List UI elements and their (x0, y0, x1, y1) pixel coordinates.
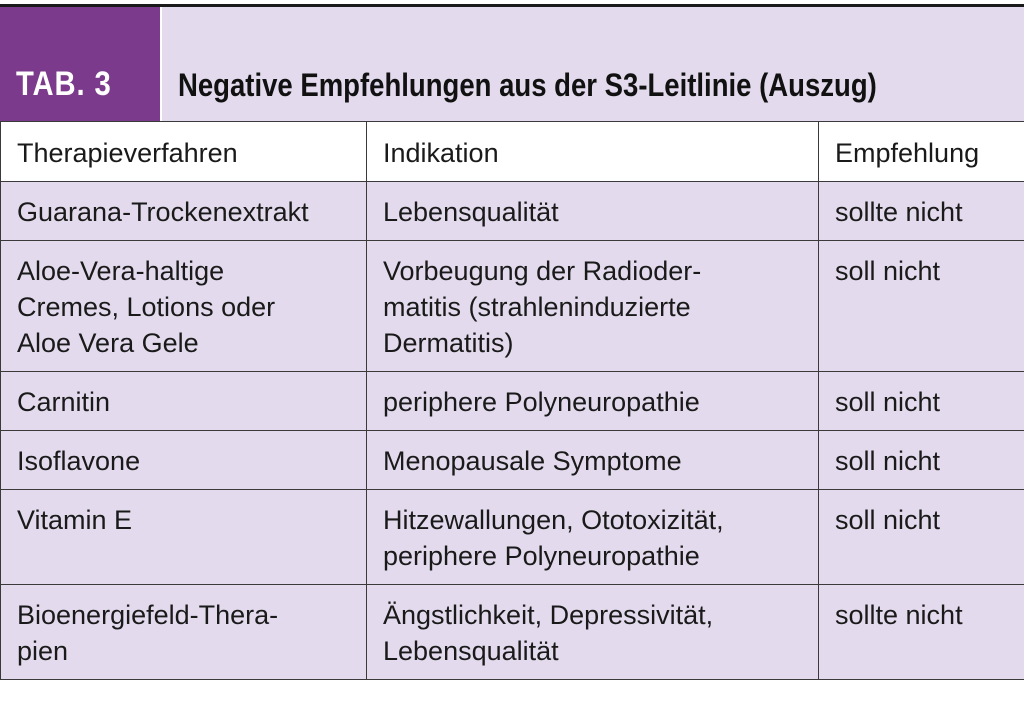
cell-recommendation: sollte nicht (819, 182, 1024, 241)
cell-indication: Hitzewallungen, Ototoxizität, periphere Polyneuropathie (367, 490, 819, 585)
cell-indication: Vorbeugung der Radioder- matitis (strahleninduzierte Dermatitis) (367, 241, 819, 372)
table-header-row (1, 122, 1024, 182)
cell-recommendation: soll nicht (819, 241, 1024, 372)
recommendations-table (0, 121, 1024, 680)
cell-recommendation: soll nicht (819, 372, 1024, 431)
table-row (1, 490, 1024, 585)
cell-indication: periphere Polyneuropathie (367, 372, 819, 431)
cell-therapy: Carnitin (1, 372, 367, 431)
table-title: Negative Empfehlungen aus der S3-Leitlinie (Auszug) (178, 67, 877, 103)
table-row (1, 372, 1024, 431)
cell-recommendation: sollte nicht (819, 585, 1024, 680)
header-divider (160, 7, 162, 121)
column-header-recommendation: Empfehlung (819, 122, 1024, 182)
cell-recommendation: soll nicht (819, 490, 1024, 585)
table-row (1, 431, 1024, 490)
table-row (1, 241, 1024, 372)
cell-indication: Lebensqualität (367, 182, 819, 241)
table-tag (0, 7, 160, 121)
table-number: TAB. 3 (16, 65, 112, 103)
column-header-indication: Indikation (367, 122, 819, 182)
column-header-therapy: Therapieverfahren (1, 122, 367, 182)
cell-recommendation: soll nicht (819, 431, 1024, 490)
cell-therapy: Aloe-Vera-haltige Cremes, Lotions oder Aloe Vera Gele (1, 241, 367, 372)
cell-therapy: Isoflavone (1, 431, 367, 490)
cell-therapy: Bioenergiefeld-Thera- pien (1, 585, 367, 680)
cell-indication: Ängstlichkeit, Depressivität, Lebensqualität (367, 585, 819, 680)
cell-indication: Menopausale Symptome (367, 431, 819, 490)
table-row (1, 585, 1024, 680)
table-row (1, 182, 1024, 241)
cell-therapy: Guarana-Trockenextrakt (1, 182, 367, 241)
table-header (0, 7, 1024, 121)
cell-therapy: Vitamin E (1, 490, 367, 585)
